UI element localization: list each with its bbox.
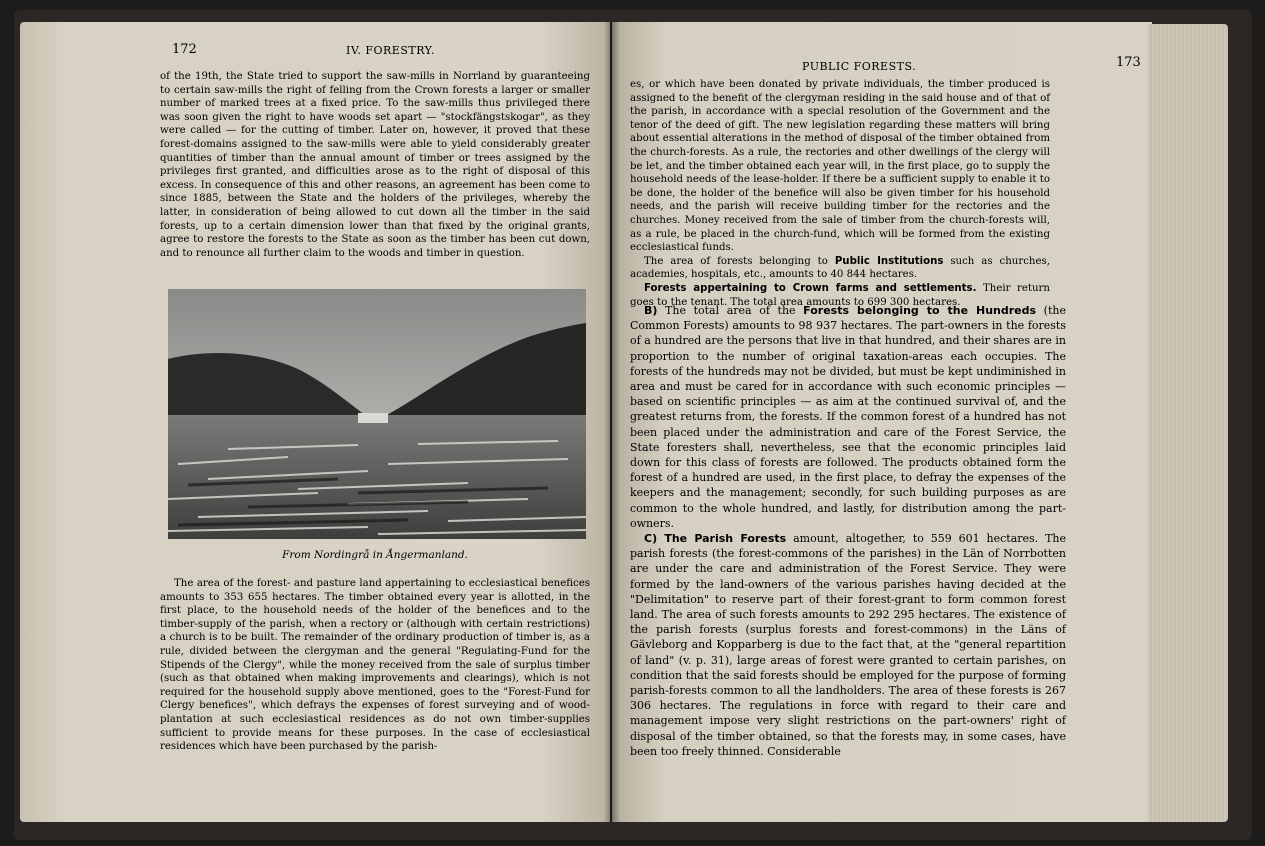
paragraph: of the 19th, the State tried to support the saw-mills in Norrland by guaranteeing to certain saw-mills the right of felling from the Crown forests a larger or smaller number of marked trees at a fixed price. To the saw-mills thus privileged there was soon given the right to have woods set apart — "stockfängstskogar", as they were called — for the cutting of timber. Later on, however, it proved that these forest-domains assigned to the saw-mills were able to yield considerably greater quantities of timber than the annual amount of timber or trees assigned by the privileges first granted, and difficulties arose as to the right of disposal of this excess. In consequence of this and other reasons, an agreement has been come to since 1885, between the State and the holders of the privileges, whereby the latter, in consideration of being allowed to cut down all the timber in the said forests, up to a certain dimension lower than that fixed by the original grants, agree to restore the forests to the State as soon as the timber has been cut down, and to renounce all further claim to the woods and timber in question. [160, 71, 590, 259]
section-c-paragraph: C) The Parish Forests amount, altogether, to 559 601 hectares. The parish forests (the forest-commons of the parishes) in the Län of Norrbotten are under the care and administration of the Forest Service. They were formed by the land-owners of the various parishes having decided at the "Delimitation" to reserve part of their forest-grant to form common forest land. The area of such forests amounts to 292 295 hectares. The existence of the parish forests (surplus forests and forest-commons) in the Läns of Gävleborg and Kopparberg is due to the fact that, at the "general repartition of land" (v. p. 31), large areas of forest were granted to certain parishes, on condition that the said forests should be employed for the purpose of forming parish-forests common to all the landholders. The area of these forests is 267 306 hectares. The regulations in force with regard to their care and management impose very slight restrictions on the part-owners' right of disposal of the timber obtained, so that the forests may, in some cases, have been too freely thinned. Considerable [630, 532, 1066, 758]
section-b-paragraph: B) The total area of the Forests belonging to the Hundreds (the Common Forests) amounts to 98 937 hectares. The part-owners in the forests of a hundred are the persons that live in that hundred, and their shares are in proportion to the number of original taxation-areas each occupies. The forests of the hundreds may not be divided, but must be kept undiminished in area and must be cared for in accordance with such economic principles — based on scientific principles — as aim at the continued survival of, and the greatest returns from, the forests. If the common forest of a hundred has not been placed under the administration and care of the Forest Service, the State foresters shall, nevertheless, see that the economic principles laid down for this class of forests are followed. The products obtained form the forest of a hundred are used, in the first place, to defray the expenses of the keepers and the management; secondly, for such building purposes as are common to the whole hundred, and lastly, for distribution among the part-owners. [630, 304, 1066, 530]
paragraph: Forests appertaining to Crown farms and settlements. Their return goes to the tenant. The total area amounts to 699 300 hectares. [630, 282, 1050, 308]
river-log-photo-icon [168, 289, 586, 539]
photo-caption: From Nordingrå in Ångermanland. [282, 549, 468, 561]
landscape-photo [168, 289, 586, 539]
page-edges [1148, 24, 1228, 822]
left-text-block-top [160, 70, 590, 260]
right-text-block-main [630, 303, 1066, 759]
paragraph: The area of forests belonging to Public Institutions such as churches, academies, hospitals, etc., amounts to 40 844 hectares. [630, 255, 1050, 281]
left-running-head: IV. FORESTRY. [346, 44, 435, 57]
paragraph: es, or which have been donated by private individuals, the timber produced is assigned to the benefit of the clergyman residing in the said house and of that of the parish, in accordance with a special resolution of the Government and the tenor of the deed of gift. The new legislation regarding these matters will bring about essential alterations in the method of disposal of the timber obtained from the church-forests. As a rule, the rectories and other dwellings of the clergy will be let, and the timber obtained each year will, in the first place, go to supply the household needs of the lease-holder. If there be a sufficient supply to enable it to be done, the holder of the benefice will also be given timber for his household needs, and the parish will receive building timber for the rectories and the churches. Money received from the sale of timber from the church-forests will, as a rule, be placed in the church-fund, which will be formed from the existing ecclesiastical funds. [630, 79, 1050, 254]
paragraph: The area of the forest- and pasture land appertaining to ecclesiastical benefices amounts to 353 655 hectares. The timber obtained every year is allotted, in the first place, to the household needs of the holder of the benefices and to the timber-supply of the parish, when a rectory or (although with certain restrictions) a church is to be built. The remainder of the ordinary production of timber is, as a rule, divided between the clergyman and the general "Regulating-Fund for the Stipends of the Clergy", while the money received from the sale of surplus timber (such as that obtained when making improvements and clearings), which is not required for the household supply above mentioned, goes to the "Forest-Fund for Clergy benefices", which defrays the expenses of forest surveying and of wood-plantation at such ecclesiastical residences as do not own timber-supplies sufficient to provide means for these purposes. In the case of ecclesiastical residences which have been purchased by the parish- [160, 578, 590, 753]
left-page-number: 172 [172, 42, 197, 57]
right-text-block-top [630, 78, 1050, 309]
left-text-block-bottom [160, 577, 590, 754]
right-page-number: 173 [1116, 55, 1141, 70]
book-gutter [604, 22, 620, 822]
right-running-head: PUBLIC FORESTS. [802, 60, 917, 73]
